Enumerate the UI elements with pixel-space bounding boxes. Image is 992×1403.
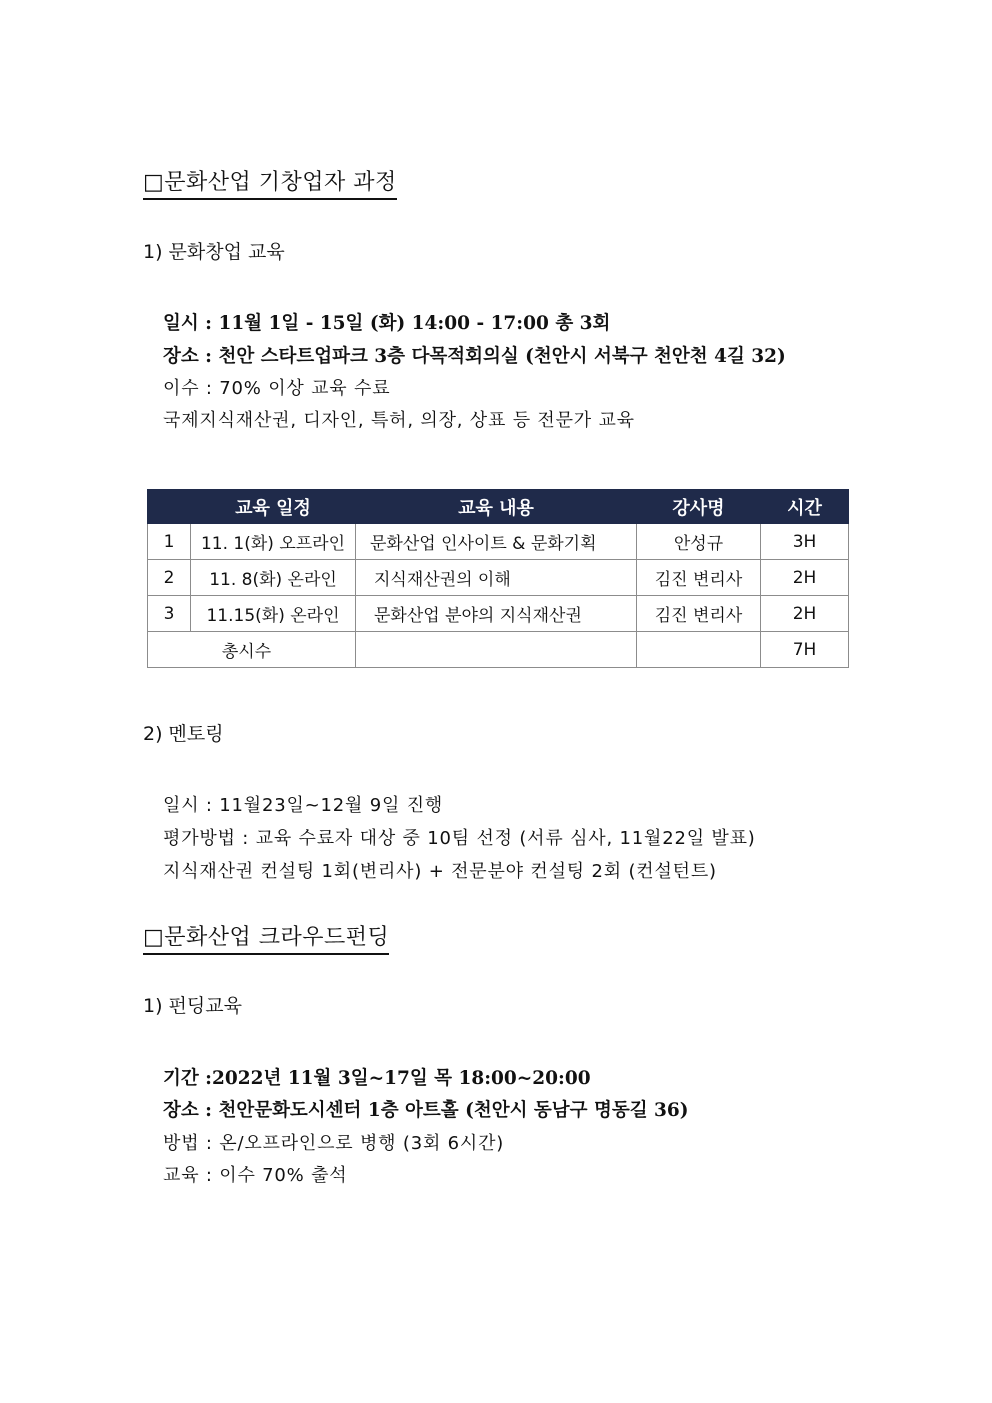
mentoring-date: 일시 : 11월23일~12월 9일 진행 — [163, 795, 444, 816]
table-row — [148, 560, 849, 596]
row-hours: 3H — [761, 524, 849, 560]
subsection-title-mentoring: 2) 멘토링 — [143, 723, 224, 745]
education-completion: 이수 : 70% 이상 교육 수료 — [163, 378, 391, 399]
table-total-row — [148, 632, 849, 668]
row-content: 문화산업 분야의 지식재산권 — [356, 596, 637, 632]
table-row — [148, 596, 849, 632]
row-hours: 2H — [761, 596, 849, 632]
subsection-title-education: 1) 문화창업 교육 — [143, 241, 285, 263]
education-place: 장소 : 천안 스타트업파크 3층 다목적회의실 (천안시 서북구 천안천 4길 32) — [163, 346, 786, 367]
education-schedule-table — [147, 489, 849, 668]
table-header-content: 교육 내용 — [356, 490, 637, 524]
education-date: 일시 : 11월 1일 - 15일 (화) 14:00 - 17:00 총 3회 — [163, 313, 611, 334]
row-hours: 2H — [761, 560, 849, 596]
section-title-startup-course: □문화산업 기창업자 과정 — [143, 170, 397, 200]
table-header-hours: 시간 — [761, 490, 849, 524]
funding-method: 방법 : 온/오프라인으로 병행 (3회 6시간) — [163, 1133, 505, 1154]
row-instructor: 김진 변리사 — [637, 596, 761, 632]
row-number: 3 — [148, 596, 191, 632]
total-hours: 7H — [761, 632, 849, 668]
total-content-empty — [356, 632, 637, 668]
education-topics: 국제지식재산권, 디자인, 특허, 의장, 상표 등 전문가 교육 — [163, 410, 635, 431]
table-header-instructor: 강사명 — [637, 490, 761, 524]
row-content: 지식재산권의 이해 — [356, 560, 637, 596]
table-header-row — [148, 490, 849, 524]
table-row — [148, 524, 849, 560]
total-instructor-empty — [637, 632, 761, 668]
funding-period: 기간 :2022년 11월 3일~17일 목 18:00~20:00 — [163, 1068, 591, 1089]
table-header-no — [148, 490, 191, 524]
mentoring-evaluation: 평가방법 : 교육 수료자 대상 중 10팀 선정 (서류 심사, 11월22일 발표) — [163, 828, 756, 849]
row-content: 문화산업 인사이트 & 문화기획 — [356, 524, 637, 560]
section-title-crowdfunding: □문화산업 크라우드펀딩 — [143, 925, 389, 955]
funding-education: 교육 : 이수 70% 출석 — [163, 1165, 348, 1186]
row-schedule: 11.15(화) 온라인 — [191, 596, 356, 632]
row-instructor: 김진 변리사 — [637, 560, 761, 596]
total-label: 총시수 — [148, 632, 356, 668]
row-instructor: 안성규 — [637, 524, 761, 560]
row-schedule: 11. 1(화) 오프라인 — [191, 524, 356, 560]
row-number: 1 — [148, 524, 191, 560]
funding-place: 장소 : 천안문화도시센터 1층 아트홀 (천안시 동남구 명동길 36) — [163, 1100, 689, 1121]
row-number: 2 — [148, 560, 191, 596]
subsection-title-funding-education: 1) 펀딩교육 — [143, 995, 242, 1017]
mentoring-consulting: 지식재산권 컨설팅 1회(변리사) + 전문분야 컨설팅 2회 (컨설턴트) — [163, 861, 717, 882]
table-header-schedule: 교육 일정 — [191, 490, 356, 524]
row-schedule: 11. 8(화) 온라인 — [191, 560, 356, 596]
